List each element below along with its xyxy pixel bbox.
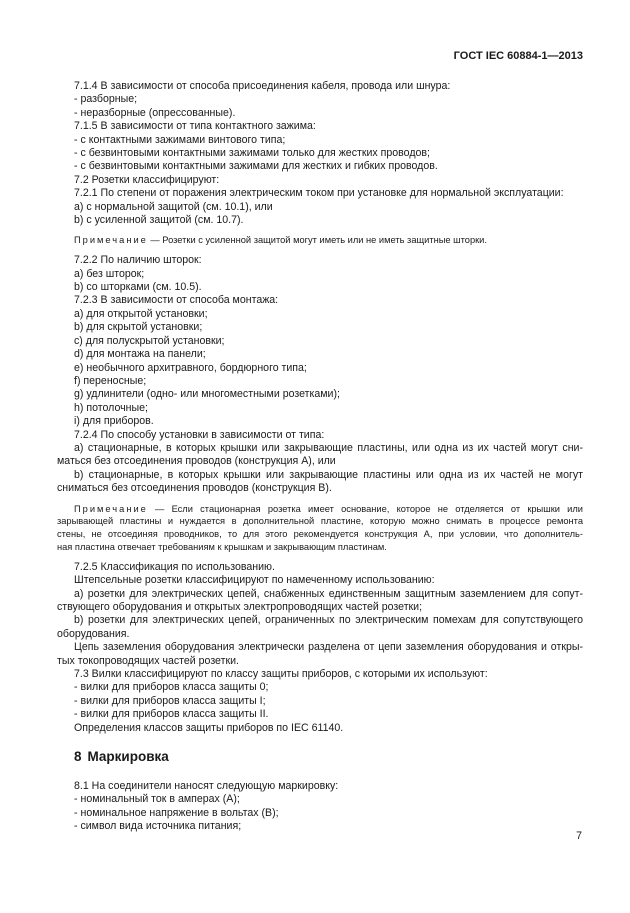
- paragraph: 7.2.3 В зависимости от способа монтажа:: [74, 294, 279, 307]
- list-item: b) розетки для электрических цепей, ограниченных по электрическим помехам для сопутствующего: [74, 614, 583, 627]
- section-7-2-block: [57, 254, 583, 495]
- section-number: 8: [74, 749, 82, 765]
- list-item: а) розетки для электрических цепей, снабженных единственным защитным заземлением для сопут-: [74, 587, 583, 600]
- list-item: а) стационарные, в которых крышки или закрывающие пластины, или одна из их частей могут сни-: [74, 441, 583, 454]
- paragraph: 8.1 На соединители наносят следующую маркировку:: [74, 780, 339, 793]
- list-item-continuation: сниматься без отсоединения проводов (конструкция В).: [57, 482, 332, 495]
- note-text: стены, не отсоединяя проводников, то для этого рекомендуется конструкция А, при условии, что дополнитель-: [57, 529, 583, 540]
- section-8-1-block: [57, 780, 583, 834]
- list-item: - номинальное напряжение в вольтах (В);: [74, 806, 279, 819]
- list-item: - с контактными зажимами винтового типа;: [74, 133, 286, 146]
- document-header: ГОСТ IEC 60884-1—2013: [453, 50, 583, 62]
- list-item: - вилки для приборов класса защиты II.: [74, 708, 269, 721]
- list-item-continuation: ствующего оборудования и открытых электропроводящих частей розетки;: [57, 600, 423, 613]
- list-item: - символ вида источника питания;: [74, 820, 242, 833]
- list-item: b) для скрытой установки;: [74, 321, 203, 334]
- list-item: i) для приборов.: [74, 415, 154, 428]
- list-item: g) удлинители (одно- или многоместными розетками);: [74, 388, 340, 401]
- list-item: b) с усиленной защитой (см. 10.7).: [74, 214, 244, 227]
- paragraph: Цепь заземления оборудования электрически разделена от цепи заземления оборудования и откры-: [74, 641, 583, 654]
- list-item: b) со шторками (см. 10.5).: [74, 281, 202, 294]
- note-stationary-socket: [57, 503, 583, 554]
- section-7-1-block: [57, 80, 583, 227]
- list-item: е) необычного архитравного, бордюрного типа;: [74, 361, 307, 374]
- paragraph: 7.1.5 В зависимости от типа контактного зажима:: [74, 120, 316, 133]
- list-item: c) для полускрытой установки;: [74, 334, 225, 347]
- list-item: f) переносные;: [74, 374, 147, 387]
- list-item: b) стационарные, в которых крышки или закрывающие пластины или одна из их частей не могут: [74, 468, 583, 481]
- paragraph-continuation: тых токопроводящих частей розетки.: [57, 654, 239, 667]
- list-item: h) потолочные;: [74, 401, 148, 414]
- note-text: ная пластина отвечает требованиям к крышкам и закрывающим пластинам.: [57, 541, 387, 552]
- list-item: d) для монтажа на панели;: [74, 348, 206, 361]
- paragraph: 7.2.1 По степени от поражения электрическим током при установке для нормальной эксплуатации:: [74, 187, 564, 200]
- note-label: Примечание: [74, 235, 148, 246]
- note-text: зарывающей пластины и нуждается в дополнительной пластине, которую можно снимать в процессе ремонта: [57, 516, 583, 527]
- note-text: — Розетки с усиленной защитой могут иметь или не иметь защитные шторки.: [150, 235, 487, 246]
- paragraph: 7.2.2 По наличию шторок:: [74, 254, 202, 267]
- list-item: а) для открытой установки;: [74, 307, 208, 320]
- list-item: а) без шторок;: [74, 267, 145, 280]
- note-shutters: [57, 234, 583, 247]
- list-item-continuation: маться без отсоединения проводов (конструкция А), или: [57, 455, 336, 468]
- page-body: [57, 80, 583, 834]
- paragraph: 7.2.4 По способу установки в зависимости от типа:: [74, 428, 325, 441]
- paragraph: 7.2 Розетки классифицируют:: [74, 173, 220, 186]
- list-item: - с безвинтовыми контактными зажимами для жестких и гибких проводов.: [74, 160, 438, 173]
- list-item: - разборные;: [74, 93, 138, 106]
- section-title: Маркировка: [87, 749, 169, 765]
- list-item-continuation: оборудования.: [57, 627, 130, 640]
- list-item: - с безвинтовыми контактными зажимами только для жестких проводов;: [74, 147, 430, 160]
- section-7-2-5-block: [57, 561, 583, 735]
- paragraph: 7.2.5 Классификация по использованию.: [74, 560, 275, 573]
- paragraph: 7.1.4 В зависимости от способа присоединения кабеля, провода или шнура:: [74, 80, 451, 92]
- note-text: — Если стационарная розетка имеет основание, которое не отделяется от крышки или: [155, 503, 583, 514]
- paragraph: 7.3 Вилки классифицируют по классу защиты приборов, с которыми их используют:: [74, 668, 488, 681]
- paragraph: Определения классов защиты приборов по IEC 61140.: [74, 721, 344, 734]
- list-item: a) с нормальной защитой (см. 10.1), или: [74, 200, 273, 213]
- list-item: - вилки для приборов класса защиты 0;: [74, 681, 269, 694]
- note-label: Примечание: [74, 503, 148, 514]
- list-item: - номинальный ток в амперах (А);: [74, 793, 240, 806]
- section-heading: [74, 749, 583, 764]
- page-number: 7: [576, 830, 582, 842]
- paragraph: Штепсельные розетки классифицируют по намеченному использованию:: [74, 574, 435, 587]
- list-item: - вилки для приборов класса защиты I;: [74, 694, 266, 707]
- list-item: - неразборные (опрессованные).: [74, 106, 236, 119]
